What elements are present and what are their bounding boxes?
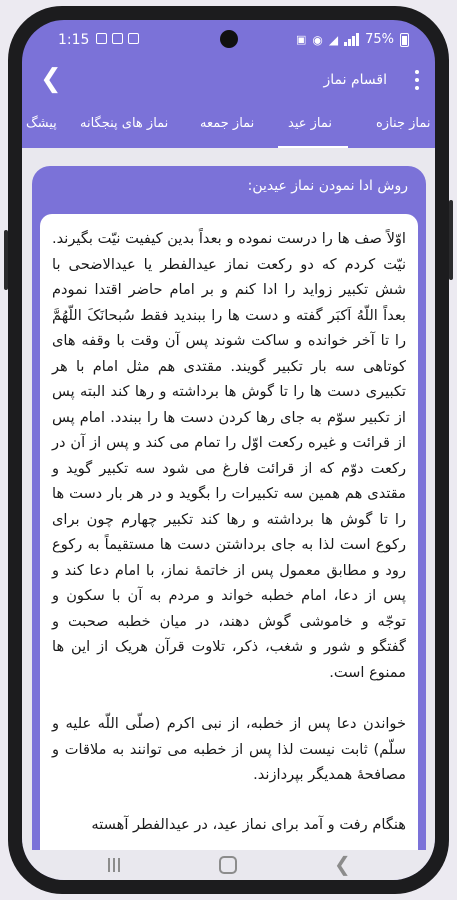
nav-back-icon[interactable]: ❮: [334, 852, 351, 876]
status-right: [296, 32, 409, 47]
notification-icons: [96, 33, 139, 44]
tab-bar: [22, 104, 435, 148]
battery-icon: [400, 33, 409, 47]
front-camera: [220, 30, 238, 48]
more-options-icon[interactable]: [415, 70, 421, 90]
app-bar: [22, 58, 435, 104]
status-time: 1:15: [58, 32, 90, 48]
paragraph: هنگام رفت و آمد برای نماز عید، در عیدالفطر آهسته: [91, 815, 406, 833]
power-button: [449, 200, 453, 280]
phone-screen: [22, 20, 435, 880]
recents-icon[interactable]: [108, 858, 120, 872]
lock-icon: ▣: [295, 33, 307, 46]
tab-five-daily-prayers[interactable]: نماز های پنجگانه: [80, 116, 169, 131]
status-bar: [22, 20, 435, 58]
content-area[interactable]: [22, 148, 435, 850]
section-card: [32, 166, 426, 866]
tab-friday-prayer[interactable]: نماز جمعه: [200, 116, 255, 131]
hotspot-icon: ◉: [312, 32, 323, 47]
tab-funeral-prayer[interactable]: نماز جنازه: [376, 116, 431, 131]
paragraph: خواندن دعا پس از خطبه، از نبی اکرم (صلّی اللّه علیه و سلّم) ثابت نیست لذا پس از خطبه می توانند به ملاقات و مصافحهٔ همدیگر بپردازند.: [52, 715, 406, 783]
check-notification-icon: [128, 33, 139, 44]
back-arrow-icon[interactable]: ❮: [40, 64, 62, 94]
image-notification-icon: [112, 33, 123, 44]
signal-icon: [344, 33, 359, 46]
system-nav-bar: [22, 850, 435, 880]
gallery-notification-icon: [96, 33, 107, 44]
card-body[interactable]: [40, 214, 418, 874]
page-title: اقسام نماز: [323, 72, 387, 88]
phone-body: [8, 6, 449, 894]
wifi-icon: ◢: [328, 32, 339, 47]
card-title: روش ادا نمودن نماز عیدین:: [247, 178, 408, 194]
home-icon[interactable]: [219, 856, 237, 874]
paragraph: اوّلاً صف ها را درست نموده و بعداً بدین کیفیت نیّت بگیرند. نیّت کردم که دو رکعت نماز عیدالفطر یا عیدالاضحی با شش تکبیر زواید را ادا کنم و بر امام حاضر اقتدا نمودم بعداً اللّهُ اَکبَر گفته و دست ها را ببندید فقط سُبحانَکَ اللّهُمَّ را تا آخر خوانده و ساکت شوند پس آن وقت با وقفه های کوتاهی سه بار تکبیر گویند. مقتدی هم مثل امام با هر تکبیری دست ها را تا گوش ها برداشته و رها کند البته پس از تکبیر سوّم به جای رها کردن دست ها را ببندد. امام پس از قرائت و غیره رکعت اوّل را تمام می کند و پس از آن در رکعت دوّم که از قرائت فارغ می شود سه تکبیر گوید و مقتدی هم همین سه تکبیرات را بگوید و در هر بار دست ها را تا گوش ها برداشته و رها کند تکبیر چهارم چون برای رکوع است لذا به جای برداشتن دست ها مستقیماً به رکوع رود و مطابق معمول پس از خاتمهٔ نماز، با امام دعا کند و پس از دعا، امام خطبه خواند و مردم به آن با سکون و توجّه و خاموشی گوش دهند، در میان خطبه صحبت و گفتگو و شور و شغب، ذکر، تلاوت قرآن هریک از این ها ممنوع است.: [52, 230, 406, 681]
tab-eid-prayer[interactable]: نماز عید: [288, 116, 333, 131]
tab-preface[interactable]: پیشگ: [26, 116, 57, 131]
battery-percent: 75%: [365, 32, 394, 47]
